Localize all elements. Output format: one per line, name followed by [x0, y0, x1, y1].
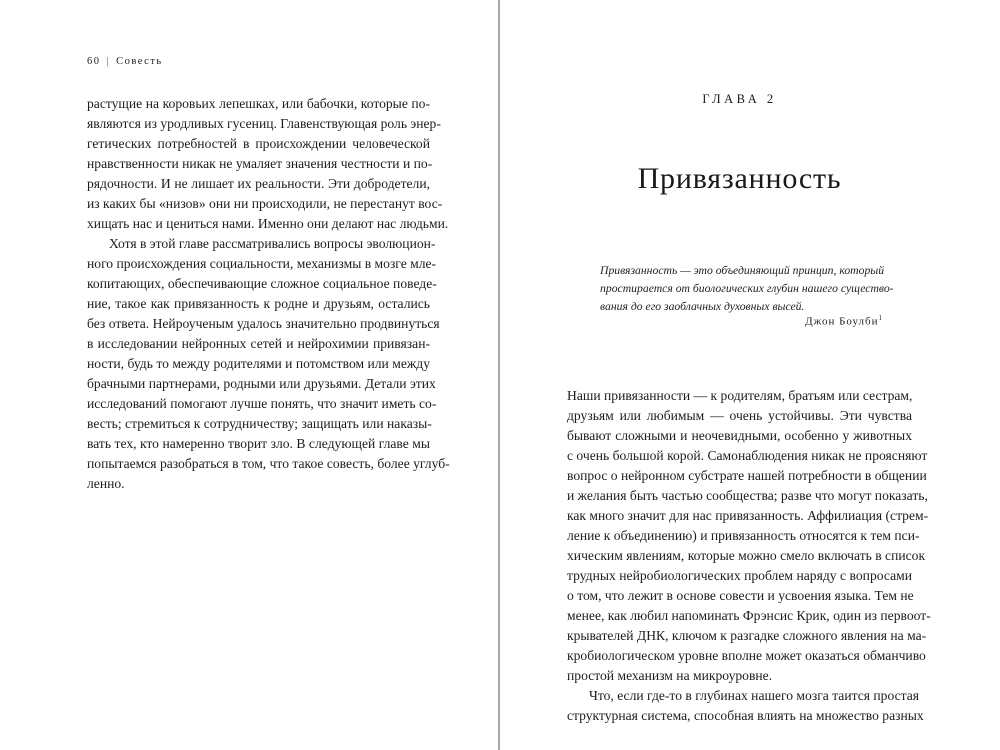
chapter-label: ГЛАВА 2	[702, 92, 777, 106]
page-number: 60	[87, 56, 101, 67]
text-line: друзьям или любимым — очень устойчивы. Эти чувства	[567, 408, 912, 423]
text-line: вать тех, кто намеренно творит зло. В следующей главе мы	[87, 436, 430, 451]
text-line: растущие на коровьих лепешках, или бабочки, которые по-	[87, 96, 430, 111]
chapter-title: Привязанность	[637, 162, 842, 196]
text-line: ние, такое как привязанность к родне и друзьям, остались	[87, 296, 430, 311]
text-line: Наши привязанности — к родителям, братьям или сестрам,	[567, 388, 913, 403]
text-line: хищать нас и цениться нами. Именно они делают нас людьми.	[87, 216, 449, 231]
running-head-separator: |	[106, 56, 111, 67]
left-body-text	[87, 94, 450, 494]
text-line: без ответа. Нейроученым удалось значительно продвинуться	[87, 316, 440, 331]
text-line: ление к объединению) и привязанность относятся к тем пси-	[567, 528, 920, 543]
text-line: крывателей ДНК, ключом к разгадке сложного явления на ма-	[567, 628, 927, 643]
text-line: бывают сложными и неочевидными, особенно у животных	[567, 428, 912, 443]
footnote-marker: 1	[878, 314, 882, 322]
text-line: Что, если где-то в глубинах нашего мозга таится простая	[589, 688, 920, 703]
running-title: Совесть	[116, 56, 163, 67]
text-line: хическим явлениям, которые можно смело включать в список	[567, 548, 926, 563]
epigraph-author-name: Джон Боулби	[805, 315, 879, 328]
text-line: простой механизм на микроуровне.	[567, 668, 773, 683]
text-line: как много значит для нас привязанность. Аффилиация (стрем-	[567, 508, 929, 523]
text-line: нравственности никак не умаляет значения честности и по-	[87, 156, 433, 171]
text-line: гетических потребностей в происхождении человеческой	[87, 136, 430, 151]
text-line: весть; стремиться к сотрудничеству; защищать или наказы-	[87, 416, 432, 431]
text-line: исследований помогают лучше понять, что значит иметь со-	[87, 396, 437, 411]
text-line: являются из уродливых гусениц. Главенствующая роль энер-	[87, 116, 441, 131]
text-line: Хотя в этой главе рассматривались вопросы эволюцион-	[109, 236, 436, 251]
text-line: рядочности. И не лишает их реальности. Эти добродетели,	[87, 176, 430, 191]
text-line: простирается от биологических глубин нашего существо-	[600, 282, 894, 295]
text-line: Привязанность — это объединяющий принцип, который	[600, 264, 885, 277]
text-line: о том, что лежит в основе совести и усвоения языка. Тем не	[567, 588, 914, 603]
text-line: кробиологическом уровне вполне может оказаться обманчиво	[567, 648, 926, 663]
text-line: попытаемся разобраться в том, что такое совесть, более углуб-	[87, 456, 450, 471]
text-line: вопрос о нейронном субстрате нашей потребности в общении	[567, 468, 927, 483]
text-line: структурная система, способная влиять на множество разных	[567, 708, 924, 723]
text-line: трудных нейробиологических проблем наряду с вопросами	[567, 568, 912, 583]
text-line: вания до его заоблачных духовных высей.	[600, 300, 805, 313]
epigraph-author	[600, 314, 882, 328]
running-head	[87, 56, 163, 67]
text-line: и желания быть частью сообщества; разве что могут показать,	[567, 488, 928, 503]
text-line: с очень большой корой. Самонаблюдения никак не проясняют	[567, 448, 928, 463]
text-line: ленно.	[87, 476, 125, 491]
text-line: брачными партнерами, родными или друзьями. Детали этих	[87, 376, 436, 391]
right-body-text	[567, 386, 931, 726]
text-line: из каких бы «низов» они ни происходили, не перестанут вос-	[87, 196, 443, 211]
text-line: в исследовании нейронных сетей и нейрохимии привязан-	[87, 336, 430, 351]
text-line: ности, будь то между родителями и потомством или между	[87, 356, 430, 371]
text-line: копитающих, обеспечивающие сложное социальное поведе-	[87, 276, 437, 291]
epigraph	[600, 262, 894, 316]
text-line: ного происхождения социальности, механизмы в мозге мле-	[87, 256, 437, 271]
text-line: менее, как любил напоминать Фрэнсис Крик, один из первоот-	[567, 608, 931, 623]
